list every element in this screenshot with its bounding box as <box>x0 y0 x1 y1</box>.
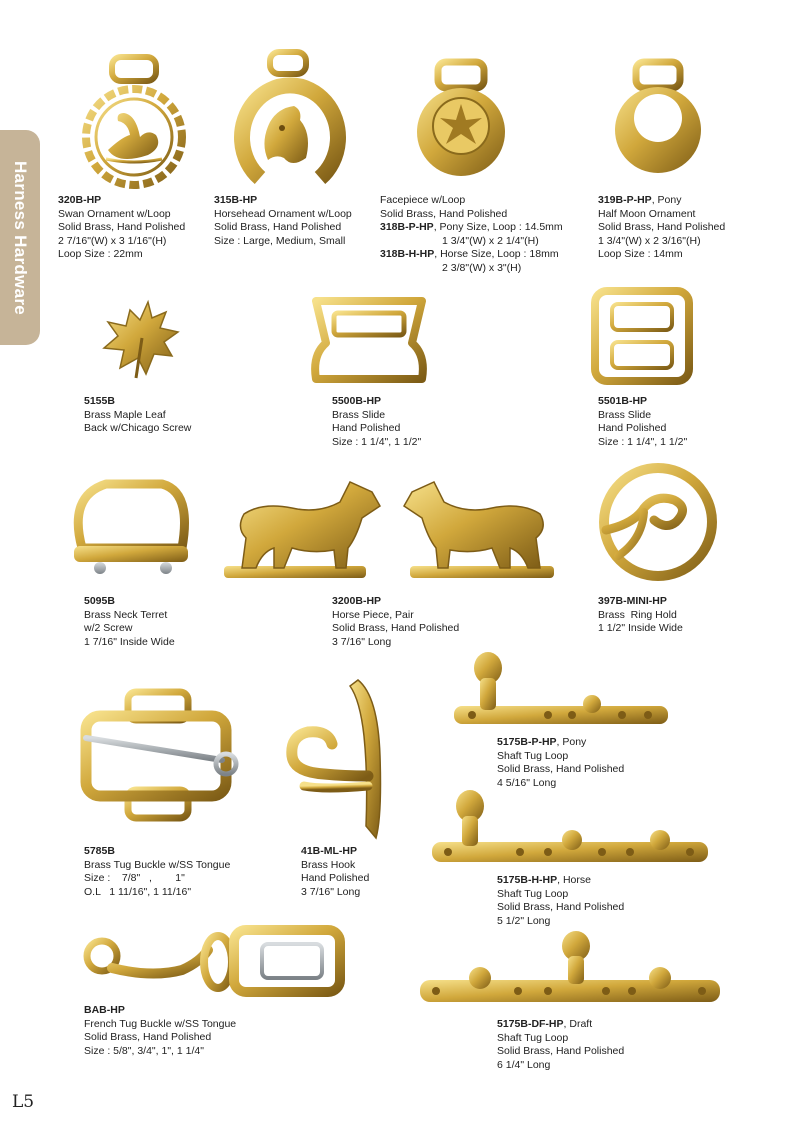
product-desc: Loop Size : 14mm <box>598 248 683 260</box>
product-desc: 5 1/2" Long <box>497 914 551 927</box>
product-desc: Solid Brass, Hand Polished <box>58 221 186 233</box>
product-code: 3200B-HP <box>332 595 382 607</box>
neck-terret-image <box>66 476 194 576</box>
product-code: BAB-HP <box>84 1004 125 1016</box>
product-desc: Back w/Chicago Screw <box>84 422 192 434</box>
product-variant: , Pony <box>651 194 682 206</box>
product-desc: Horse Piece, Pair <box>332 608 414 621</box>
product-desc: Solid Brass, Hand Polished <box>598 221 726 233</box>
product-5095b <box>84 595 175 649</box>
product-desc: , Pony Size, Loop : 14.5mm <box>433 221 563 233</box>
product-desc: Solid Brass, Hand Polished <box>84 1031 212 1043</box>
half-moon-ornament-image <box>610 60 706 175</box>
product-desc: Horsehead Ornament w/Loop <box>214 207 352 220</box>
facepiece-image <box>412 60 510 178</box>
tug-buckle-5785b-image <box>80 688 240 822</box>
swan-ornament-image <box>78 55 190 193</box>
product-desc: Shaft Tug Loop <box>497 887 569 900</box>
product-desc: 3 7/16" Long <box>332 635 392 648</box>
product-bab <box>84 1004 236 1058</box>
product-code: 5500B-HP <box>332 395 382 407</box>
product-code: 5175B-H-HP <box>497 874 558 886</box>
product-5500b <box>332 395 421 449</box>
product-desc: French Tug Buckle w/SS Tongue <box>84 1017 237 1030</box>
product-desc: Solid Brass, Hand Polished <box>380 207 508 220</box>
product-desc: Brass Maple Leaf <box>84 408 166 421</box>
product-desc: Size : 1 1/4", 1 1/2" <box>598 435 688 448</box>
product-desc: Brass Hook <box>301 858 356 871</box>
shaft-tug-loop-draft-image <box>418 930 722 1010</box>
product-3200b <box>332 595 459 649</box>
brass-slide-5500b-image <box>306 295 432 387</box>
shaft-tug-loop-pony-image <box>452 648 670 730</box>
product-desc: Brass Neck Terret <box>84 608 168 621</box>
ring-hold-image <box>594 460 722 584</box>
product-desc: Solid Brass, Hand Polished <box>497 901 625 913</box>
product-desc: Loop Size : 22mm <box>58 248 143 260</box>
product-41b <box>301 845 369 899</box>
product-320b <box>58 194 185 262</box>
shaft-tug-loop-horse-image <box>430 788 710 868</box>
product-desc: 1 3/4"(W) x 2 1/4"(H) <box>442 234 539 247</box>
maple-leaf-image <box>96 298 182 384</box>
product-desc: Size : 7/8" , 1" <box>84 872 185 884</box>
product-5501b <box>598 395 687 449</box>
product-code: 5095B <box>84 595 115 607</box>
product-desc: Solid Brass, Hand Polished <box>214 221 342 233</box>
product-315b <box>214 194 352 248</box>
section-tab <box>0 130 40 345</box>
french-tug-buckle-image <box>82 922 346 1000</box>
product-desc: Brass Slide <box>598 408 652 421</box>
product-desc: Brass Slide <box>332 408 386 421</box>
product-code: 320B-HP <box>58 194 102 206</box>
product-desc: Hand Polished <box>332 422 401 434</box>
product-code: 318B-H-HP <box>380 248 435 260</box>
product-desc: 4 5/16" Long <box>497 776 557 789</box>
product-desc: 6 1/4" Long <box>497 1058 551 1071</box>
product-variant: , Draft <box>563 1018 593 1030</box>
product-code: 318B-P-HP <box>380 221 434 233</box>
product-desc: 2 7/16"(W) x 3 1/16"(H) <box>58 234 167 247</box>
page-number: L5 <box>12 1092 35 1112</box>
product-desc: Hand Polished <box>301 872 370 884</box>
brass-slide-5501b-image <box>590 286 694 386</box>
product-title: Facepiece w/Loop <box>380 194 466 206</box>
product-desc: Solid Brass, Hand Polished <box>497 1045 625 1057</box>
section-tab-label: Harness Hardware <box>11 160 30 315</box>
product-desc: O.L 1 11/16", 1 11/16" <box>84 885 192 898</box>
brass-hook-image <box>284 676 386 842</box>
product-code: 397B-MINI-HP <box>598 595 667 607</box>
product-desc: Brass Tug Buckle w/SS Tongue <box>84 858 231 871</box>
product-desc: 2 3/8"(W) x 3"(H) <box>442 261 522 274</box>
product-5175b-df <box>497 1018 624 1072</box>
product-desc: Hand Polished <box>598 422 667 434</box>
product-desc: 3 7/16" Long <box>301 885 361 898</box>
product-code: 5501B-HP <box>598 395 648 407</box>
horse-piece-pair-image <box>222 478 560 583</box>
product-5155b <box>84 395 191 436</box>
product-desc: w/2 Screw <box>84 622 133 634</box>
product-code: 5175B-P-HP <box>497 736 557 748</box>
product-318b <box>380 194 563 275</box>
product-desc: Brass Ring Hold <box>598 608 677 621</box>
product-desc: Swan Ornament w/Loop <box>58 207 171 220</box>
product-desc: 1 7/16" Inside Wide <box>84 635 175 648</box>
product-5175b-h <box>497 874 624 928</box>
product-desc: Shaft Tug Loop <box>497 1031 569 1044</box>
horsehead-ornament-image <box>230 50 345 190</box>
product-desc: Shaft Tug Loop <box>497 749 569 762</box>
product-desc: Size : 5/8", 3/4", 1", 1 1/4" <box>84 1044 204 1057</box>
product-code: 5785B <box>84 845 115 857</box>
product-code: 5175B-DF-HP <box>497 1018 564 1030</box>
product-desc: , Horse Size, Loop : 18mm <box>434 248 559 260</box>
product-variant: , Pony <box>556 736 587 748</box>
product-desc: 1 1/2" Inside Wide <box>598 622 683 634</box>
product-397b <box>598 595 683 636</box>
product-desc: Solid Brass, Hand Polished <box>332 622 460 634</box>
product-code: 41B-ML-HP <box>301 845 358 857</box>
product-5175b-p <box>497 736 624 790</box>
product-desc: Half Moon Ornament <box>598 207 696 220</box>
product-desc: Solid Brass, Hand Polished <box>497 763 625 775</box>
product-319b <box>598 194 725 262</box>
product-code: 319B-P-HP <box>598 194 652 206</box>
product-desc: Size : Large, Medium, Small <box>214 234 346 247</box>
product-variant: , Horse <box>557 874 591 886</box>
product-5785b <box>84 845 230 899</box>
product-desc: Size : 1 1/4", 1 1/2" <box>332 435 422 448</box>
product-desc: 1 3/4"(W) x 2 3/16"(H) <box>598 234 701 247</box>
product-code: 5155B <box>84 395 115 407</box>
product-code: 315B-HP <box>214 194 258 206</box>
